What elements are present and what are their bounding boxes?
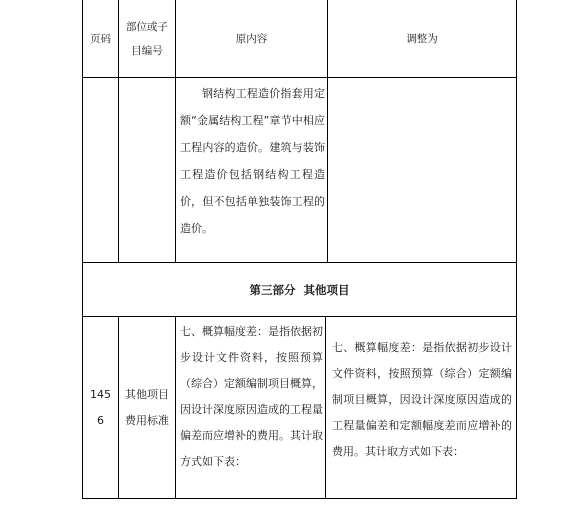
row2-page-no bbox=[83, 317, 118, 498]
row2-page-no-line1: 145 bbox=[90, 387, 111, 401]
header-section-no bbox=[119, 0, 175, 77]
column-divider-2b bbox=[175, 316, 176, 498]
header-adjusted bbox=[328, 0, 516, 77]
header-bottom-border bbox=[82, 77, 517, 78]
row1-original-text: 钢结构工程造价指套用定额“金属结构工程”章节中相应工程内容的造价。建筑与装饰工程造价包括钢结构工程造价，但不包括单独装饰工程的造价。 bbox=[180, 87, 325, 235]
header-original bbox=[176, 0, 327, 77]
table-bottom-border bbox=[82, 498, 517, 499]
row2-original-content bbox=[180, 319, 323, 475]
column-divider-3b bbox=[325, 316, 326, 498]
header-page-no bbox=[83, 0, 118, 77]
table-border-right bbox=[516, 0, 517, 498]
header-adjusted-text: 调整为 bbox=[406, 32, 438, 45]
header-page-no-text: 页码 bbox=[90, 32, 111, 45]
row2-adjusted-content bbox=[332, 335, 512, 465]
row2-adjusted-text: 七、概算幅度差：是指依据初步设计文件资料，按照预算（综合）定额编制项目概算，因设计深度原因造成的工程量偏差和定额幅度差而应增补的费用。其计取方式如下表： bbox=[332, 341, 512, 458]
row2-original-text: 七、概算幅度差：是指依据初步设计文件资料，按照预算（综合）定额编制项目概算，因设计深度原因造成的工程量偏差而应增补的费用。其计取方式如下表： bbox=[180, 325, 323, 468]
row1-original-content bbox=[180, 80, 325, 242]
section-title-text: 第三部分 其他项目 bbox=[249, 282, 350, 297]
row2-section bbox=[119, 317, 175, 498]
row2-section-text: 其他项目费用标准 bbox=[125, 387, 169, 427]
header-section-no-line2: 目编号 bbox=[131, 44, 163, 57]
header-original-text: 原内容 bbox=[235, 32, 268, 45]
row2-page-no-line2: 6 bbox=[97, 413, 104, 427]
section-title bbox=[83, 263, 516, 316]
header-section-no-line1: 部位或子 bbox=[126, 20, 168, 33]
